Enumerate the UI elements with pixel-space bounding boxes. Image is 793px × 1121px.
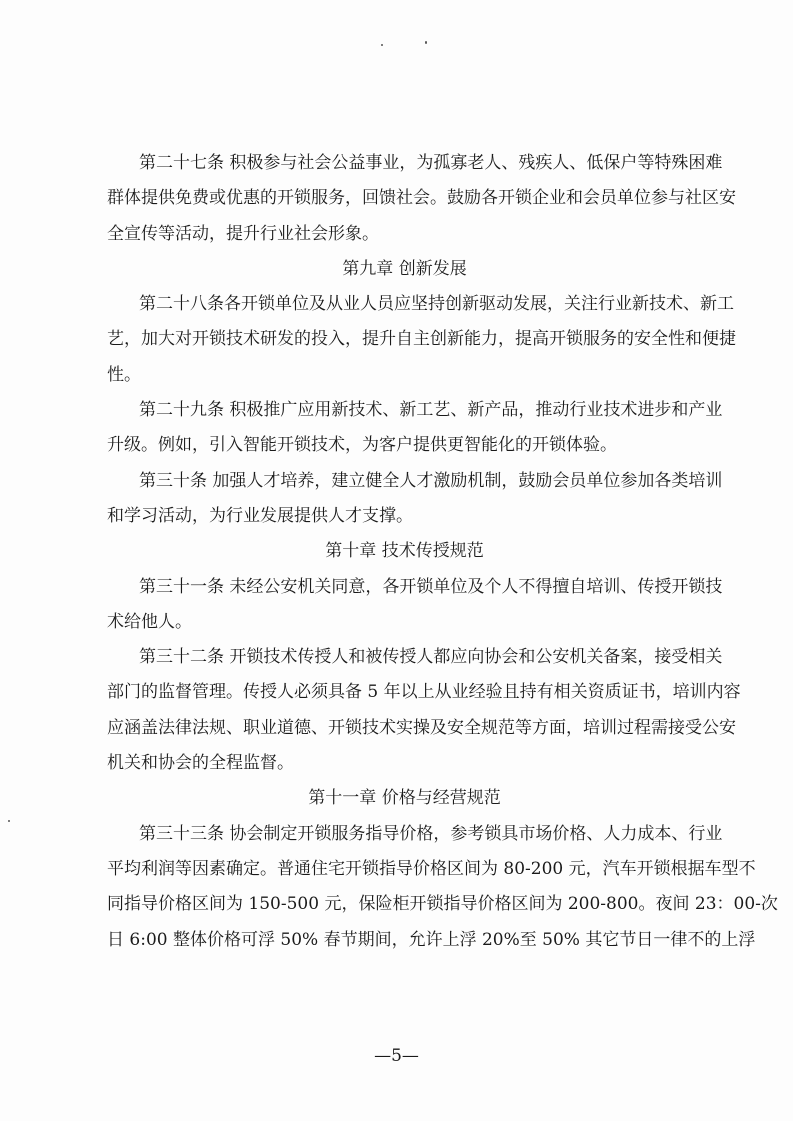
article-28-line: 第二十八条各开锁单位及从业人员应坚持创新驱动发展，关注行业新技术、新工 — [139, 294, 734, 315]
article-33-line: 平均利润等因素确定。普通住宅开锁指导价格区间为 80-200 元，汽车开锁根据车型不 — [107, 858, 756, 879]
article-31-line: 术给他人。 — [107, 611, 192, 632]
article-29-line: 第二十九条 积极推广应用新技术、新工艺、新产品，推动行业技术进步和产业 — [139, 400, 723, 421]
article-27-line: 第二十七条 积极参与社会公益事业，为孤寡老人、残疾人、低保户等特殊困难 — [139, 153, 723, 173]
document-body — [107, 146, 778, 958]
scan-speck — [381, 44, 383, 46]
article-27-line: 全宣传等活动，提升行业社会形象。 — [107, 223, 379, 244]
article-32-line: 部门的监督管理。传授人必须具备 5 年以上从业经验且持有相关资质证书，培训内容 — [107, 682, 741, 703]
article-31-line: 第三十一条 未经公安机关同意，各开锁单位及个人不得擅自培训、传授开锁技 — [139, 576, 723, 597]
article-32-line: 机关和协会的全程监督。 — [107, 753, 294, 774]
article-32-line: 应涵盖法律法规、职业道德、开锁技术实操及安全规范等方面，培训过程需接受公安 — [107, 717, 736, 738]
article-27-line: 群体提供免费或优惠的开锁服务，回馈社会。鼓励各开锁企业和会员单位参与社区安 — [107, 188, 736, 209]
chapter-10-heading: 第十章 技术传授规范 — [325, 541, 484, 562]
chapter-11-heading: 第十一章 价格与经营规范 — [308, 788, 501, 809]
page-number: —5— — [374, 1046, 419, 1066]
article-33-line: 日 6:00 整体价格可浮 50% 春节期间，允许上浮 20%至 50% 其它节日一律不的上浮 — [107, 929, 756, 950]
article-29-line: 升级。例如，引入智能开锁技术，为客户提供更智能化的开锁体验。 — [107, 435, 617, 456]
article-33-line: 第三十三条 协会制定开锁服务指导价格，参考锁具市场价格、人力成本、行业 — [139, 823, 723, 844]
article-28-line: 艺，加大对开锁技术研发的投入，提升自主创新能力，提高开锁服务的安全性和便捷 — [107, 329, 736, 350]
scan-speck — [8, 820, 10, 822]
article-30-line: 第三十条 加强人才培养，建立健全人才激励机制，鼓励会员单位参加各类培训 — [139, 470, 723, 491]
chapter-9-heading: 第九章 创新发展 — [342, 258, 467, 279]
article-32-line: 第三十二条 开锁技术传授人和被传授人都应向协会和公安机关备案，接受相关 — [139, 647, 723, 668]
article-28-line: 性。 — [107, 364, 141, 385]
article-33-line: 同指导价格区间为 150-500 元，保险柜开锁指导价格区间为 200-800。夜间 23：00-次 — [107, 894, 778, 915]
article-30-line: 和学习活动，为行业发展提供人才支撑。 — [107, 505, 413, 526]
scan-speck — [425, 41, 427, 44]
